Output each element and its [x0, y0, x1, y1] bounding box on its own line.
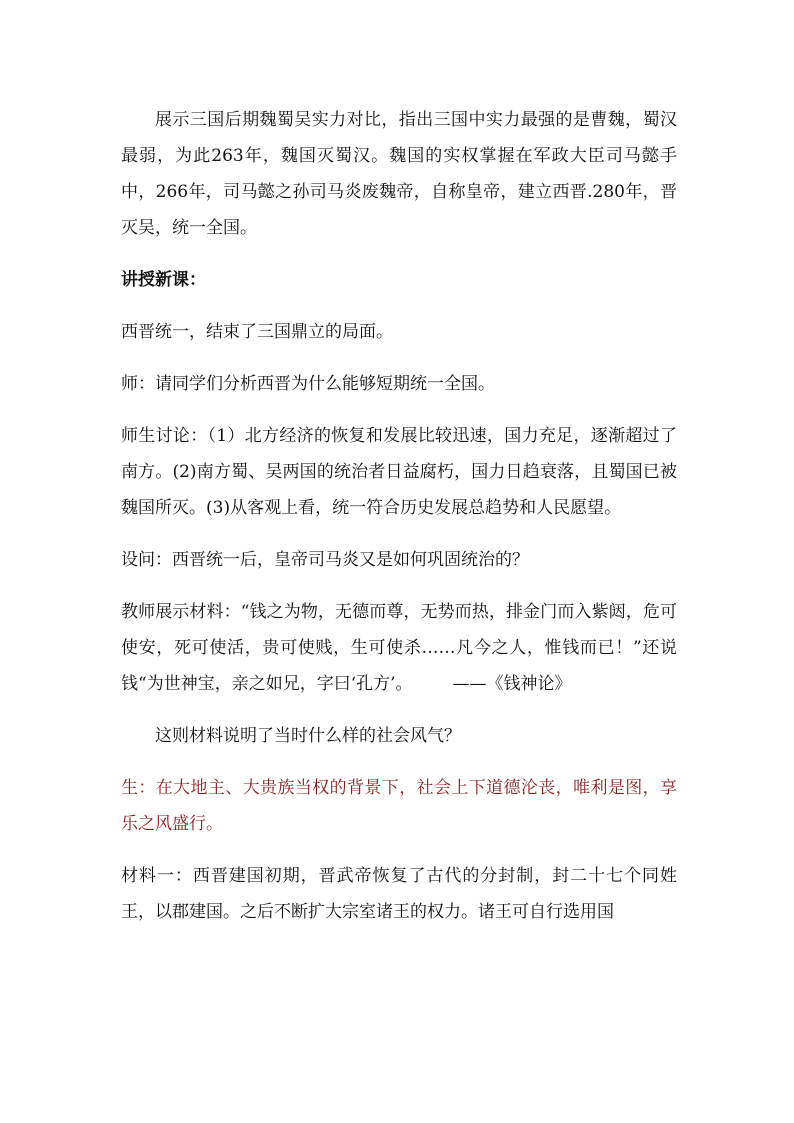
document-body	[121, 102, 677, 946]
teacher-question-paragraph: 师：请同学们分析西晋为什么能够短期统一全国。	[121, 374, 495, 394]
material-quote-source: ——《钱神论》	[452, 674, 572, 694]
followup-question-paragraph: 设问：西晋统一后，皇帝司马炎又是如何巩固统治的？	[121, 550, 529, 570]
student-answer-paragraph: 生：在大地主、大贵族当权的背景下，社会上下道德沦丧，唯利是图，享乐之风盛行。	[121, 778, 677, 834]
section-heading: 讲授新课：	[121, 270, 206, 290]
material-quote-text: 教师展示材料：“钱之为物，无德而尊，无势而热，排金门而入紫闼，危可使安，死可使活，贵可使贱，生可使杀……凡今之人，惟钱而已！”还说钱“为世神宝，亲之如兄，字曰‘孔方’。	[121, 602, 677, 694]
unification-paragraph: 西晋统一，结束了三国鼎立的局面。	[121, 322, 393, 342]
material-one-paragraph: 材料一：西晋建国初期，晋武帝恢复了古代的分封制，封二十七个同姓王，以郡建国。之后不断扩大宗室诸王的权力。诸王可自行选用国	[121, 866, 677, 922]
material-quote-paragraph	[121, 594, 677, 702]
intro-paragraph: 展示三国后期魏蜀吴实力对比，指出三国中实力最强的是曹魏，蜀汉最弱，为此263年，魏国灭蜀汉。魏国的实权掌握在军政大臣司马懿手中，266年，司马懿之孙司马炎废魏帝，自称皇帝，建立西晋.280年，晋灭吴，统一全国。	[121, 110, 677, 238]
discussion-paragraph: 师生讨论：（1）北方经济的恢复和发展比较迅速，国力充足，逐渐超过了南方。(2)南方蜀、吴两国的统治者日益腐朽，国力日趋衰落，且蜀国已被魏国所灭。(3)从客观上看，统一符合历史发展总趋势和人民愿望。	[121, 426, 677, 518]
social-question-paragraph: 这则材料说明了当时什么样的社会风气？	[155, 726, 461, 746]
